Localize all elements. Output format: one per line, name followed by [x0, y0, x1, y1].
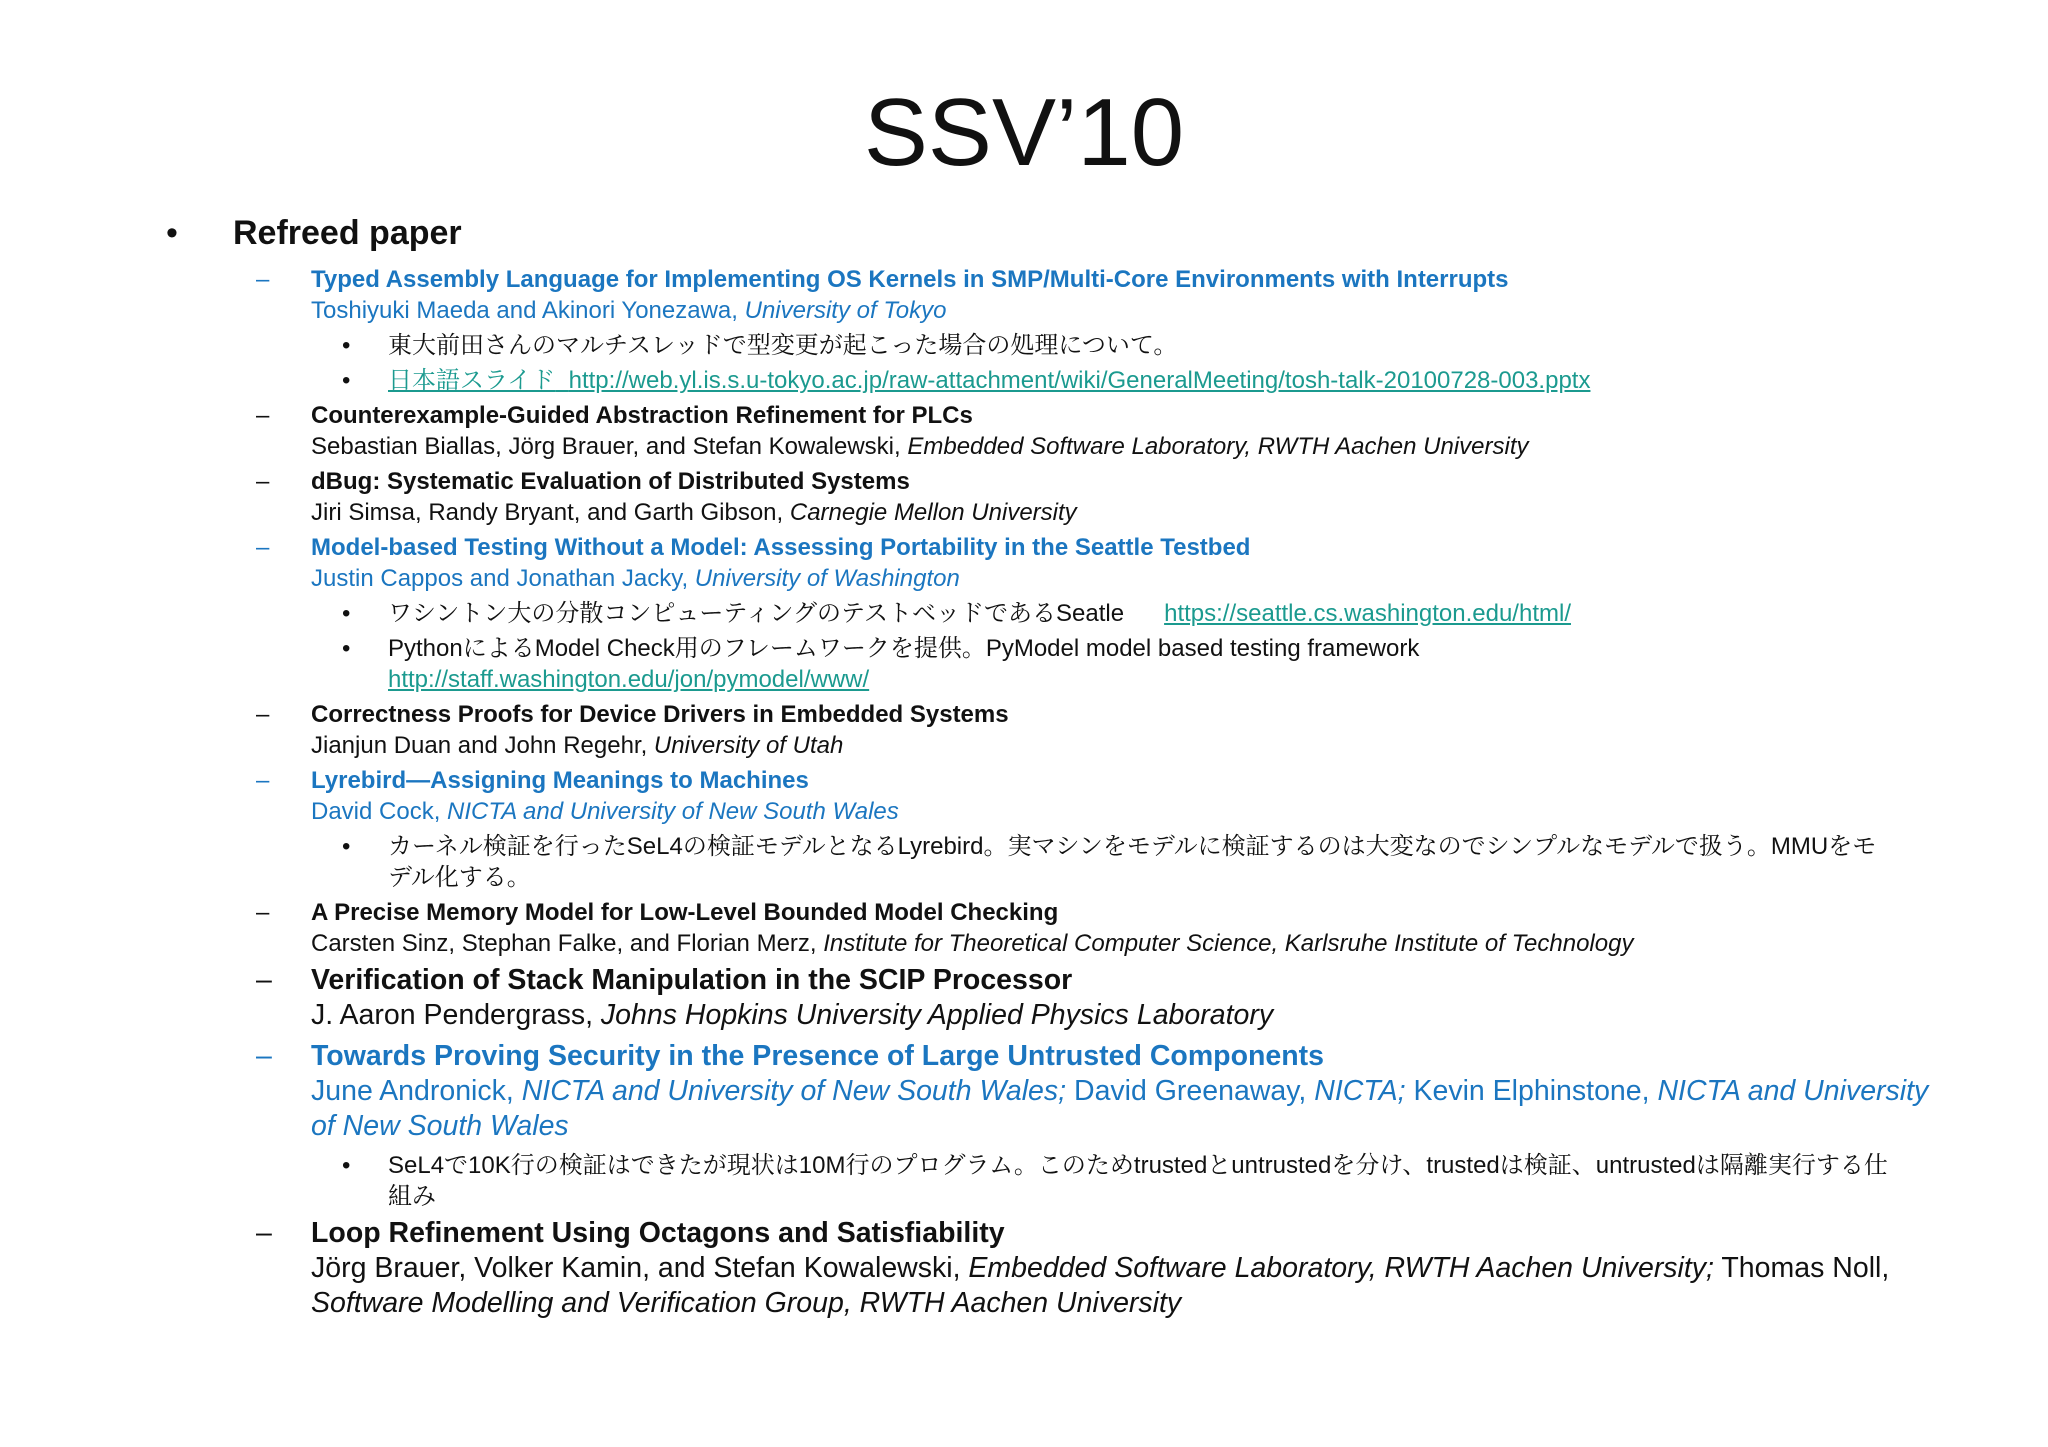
note-item [0, 598, 2048, 629]
note-item [0, 831, 2048, 893]
paper-authors: Justin Cappos and Jonathan Jacky, [311, 565, 695, 592]
bullet-marker: • [342, 367, 351, 394]
dash-marker: – [256, 534, 270, 561]
paper-entry [0, 532, 2048, 594]
bullet-marker: • [342, 600, 351, 627]
paper-authors: J. Aaron Pendergrass, [311, 999, 601, 1031]
paper-affiliation: NICTA and University of New South Wales [311, 1075, 1929, 1142]
dash-marker: – [256, 767, 270, 794]
paper-title: Correctness Proofs for Device Drivers in Embedded Systems [311, 701, 1009, 728]
paper-affiliation: University of Washington [694, 565, 960, 592]
note-item [0, 365, 2048, 396]
dash-marker: – [256, 964, 272, 996]
paper-title: Model-based Testing Without a Model: Assessing Portability in the Seattle Testbed [311, 534, 1251, 561]
dash-marker: – [256, 1217, 272, 1249]
paper-entry [0, 264, 2048, 326]
paper-authors: Sebastian Biallas, Jörg Brauer, and Stefan Kowalewski, [311, 433, 908, 460]
paper-authors: June Andronick, [311, 1075, 522, 1107]
paper-affiliation: Johns Hopkins University Applied Physics Laboratory [600, 999, 1274, 1031]
slide-title: SSV’10 [863, 79, 1185, 186]
paper-authors: Carsten Sinz, Stephan Falke, and Florian Merz, [311, 930, 824, 957]
dash-marker: – [256, 701, 270, 728]
paper-entry [0, 897, 2048, 959]
paper-authors: Jiri Simsa, Randy Bryant, and Garth Gibson, [311, 499, 790, 526]
paper-affiliation: NICTA and University of New South Wales [447, 798, 899, 825]
note-item [0, 330, 2048, 361]
bullet-marker: • [342, 635, 351, 662]
bullet-marker: • [342, 1152, 351, 1179]
paper-affiliation: Carnegie Mellon University [789, 499, 1077, 526]
paper-affiliation: Software Modelling and Verification Group, RWTH Aachen University [311, 1287, 1182, 1319]
paper-authors: Kevin Elphinstone, [1405, 1075, 1658, 1107]
paper-title: Loop Refinement Using Octagons and Satisfiability [311, 1217, 1005, 1249]
note-text: PythonによるModel Check用のフレームワークを提供。PyModel model based testing framework [388, 635, 1420, 662]
paper-title: Verification of Stack Manipulation in the SCIP Processor [311, 964, 1073, 996]
paper-entry [0, 1039, 2048, 1144]
paper-authors: Thomas Noll, [1713, 1252, 1890, 1284]
section-heading: Refreed paper [233, 214, 462, 252]
paper-title: Typed Assembly Language for Implementing OS Kernels in SMP/Multi-Core Environments with Interrupts [311, 266, 1509, 293]
dash-marker: – [256, 468, 270, 495]
paper-entry [0, 699, 2048, 761]
paper-affiliation: Embedded Software Laboratory, RWTH Aachen University; [968, 1252, 1714, 1284]
note-text: 東大前田さんのマルチスレッドで型変更が起こった場合の処理について。 [388, 332, 1178, 359]
paper-entry [0, 1216, 2048, 1321]
paper-title: Counterexample-Guided Abstraction Refinement for PLCs [311, 402, 973, 429]
paper-title: dBug: Systematic Evaluation of Distributed Systems [311, 468, 910, 495]
paper-affiliation: University of Tokyo [744, 297, 947, 324]
bullet-marker: • [342, 833, 351, 860]
paper-authors: Toshiyuki Maeda and Akinori Yonezawa, [311, 297, 745, 324]
pymodel-link[interactable]: http://staff.washington.edu/jon/pymodel/www/ [388, 666, 870, 693]
paper-entry [0, 963, 2048, 1033]
paper-authors: David Greenaway, [1066, 1075, 1315, 1107]
dash-marker: – [256, 1040, 272, 1072]
note-item [0, 633, 2048, 695]
paper-affiliation: NICTA and University of New South Wales; [521, 1075, 1067, 1107]
paper-affiliation: University of Utah [653, 732, 844, 759]
slides-link[interactable]: 日本語スライド http://web.yl.is.s.u-tokyo.ac.jp/raw-attachment/wiki/GeneralMeeting/tosh-talk-20100728-003.pptx [388, 367, 1591, 394]
paper-affiliation: Institute for Theoretical Computer Science, Karlsruhe Institute of Technology [823, 930, 1634, 957]
paper-entry [0, 400, 2048, 462]
section-bullet [0, 213, 2048, 253]
paper-entry [0, 466, 2048, 528]
dash-marker: – [256, 266, 270, 293]
note-item [0, 1150, 2048, 1212]
paper-entry [0, 765, 2048, 827]
paper-authors: Jianjun Duan and John Regehr, [311, 732, 654, 759]
paper-title: Lyrebird—Assigning Meanings to Machines [311, 767, 809, 794]
note-text: カーネル検証を行ったSeL4の検証モデルとなるLyrebird。実マシンをモデルに検証するのは大変なのでシンプルなモデルで扱う。MMUをモデル化する。 [388, 833, 1877, 891]
paper-title: Towards Proving Security in the Presence of Large Untrusted Components [311, 1040, 1324, 1072]
paper-title: A Precise Memory Model for Low-Level Bounded Model Checking [311, 899, 1059, 926]
seattle-link[interactable]: https://seattle.cs.washington.edu/html/ [1164, 600, 1571, 627]
note-text: SeL4で10K行の検証はできたが現状は10M行のプログラム。このためtrustedとuntrustedを分け、trustedは検証、untrustedは隔離実行する仕組み [388, 1152, 1888, 1210]
bullet-marker: • [166, 214, 178, 252]
note-text: ワシントン大の分散コンピューティングのテストベッドであるSeatle [388, 600, 1125, 627]
slide-content [0, 213, 2048, 1327]
paper-authors: Jörg Brauer, Volker Kamin, and Stefan Kowalewski, [311, 1252, 969, 1284]
bullet-marker: • [342, 332, 351, 359]
dash-marker: – [256, 402, 270, 429]
paper-affiliation: Embedded Software Laboratory, RWTH Aachen University [907, 433, 1529, 460]
paper-authors: David Cock, [311, 798, 448, 825]
paper-affiliation: NICTA; [1314, 1075, 1406, 1107]
dash-marker: – [256, 899, 270, 926]
